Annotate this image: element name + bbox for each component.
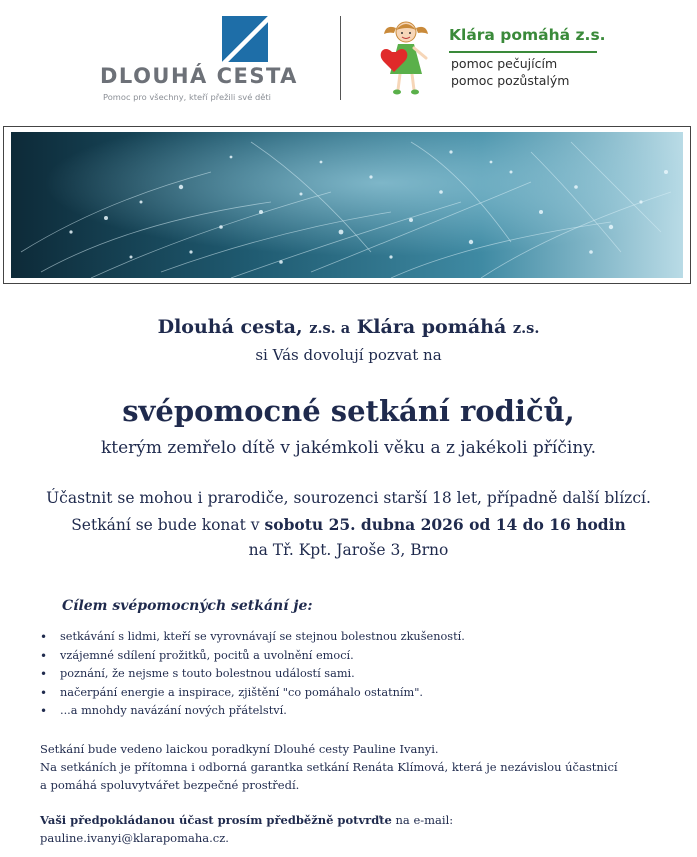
rsvp-line xyxy=(40,811,453,829)
list-item: • ...a mnohdy navázání nových přátelství. xyxy=(40,702,465,721)
goals-heading: Cílem svépomocných setkání je: xyxy=(62,598,313,614)
dlouha-cesta-tagline: Pomoc pro všechny, kteří přežili své děti xyxy=(103,92,271,102)
organizers-line xyxy=(0,316,697,338)
dlouha-cesta-logo xyxy=(100,14,305,104)
klara-pomaha-subtitle-1: pomoc pečujícím xyxy=(451,56,558,71)
list-item: • načerpání energie a inspirace, zjištění "co pomáhalo ostatním". xyxy=(40,684,465,703)
participants-text: Účastnit se mohou i prarodiče, sourozenci starší 18 let, případně další blízcí. xyxy=(46,489,651,507)
girl-with-heart-icon xyxy=(378,18,438,96)
event-subtitle: kterým zemřelo dítě v jakémkoli věku a z jakékoli příčiny. xyxy=(100,438,597,458)
header-divider xyxy=(340,16,341,100)
org2-name: Klára pomáhá xyxy=(356,316,507,338)
klara-pomaha-logo xyxy=(378,18,618,100)
event-title: svépomocné setkání rodičů, xyxy=(122,394,575,428)
banner xyxy=(3,126,691,284)
org1-suffix: z.s. a xyxy=(309,320,351,337)
guarantor-text-line-1: Na setkáních je přítomna i odborná garantka setkání Renáta Klímová, která je nezávislou účastnicí xyxy=(40,760,618,774)
facilitator-text: Setkání bude vedeno laickou poradkyní Dlouhé cesty Pauline Ivanyi. xyxy=(40,742,439,756)
rsvp-bold: Vaši předpokládanou účast prosím předběžně potvrďte xyxy=(40,813,392,827)
event-time-prefix: Setkání se bude konat v xyxy=(71,516,260,534)
event-address: na Tř. Kpt. Jaroše 3, Brno xyxy=(248,541,449,559)
klara-pomaha-subtitle-2: pomoc pozůstalým xyxy=(451,73,570,88)
list-item: • poznání, že nejsme s touto bolestnou událostí sami. xyxy=(40,665,465,684)
contact-email[interactable]: pauline.ivanyi@klarapomaha.cz. xyxy=(40,831,229,845)
klara-pomaha-name: Klára pomáhá z.s. xyxy=(449,26,606,44)
dandelion-dew-banner-image xyxy=(11,132,683,278)
guarantor-text-line-2: a pomáhá spoluvytvářet bezpečné prostředí. xyxy=(40,778,300,792)
event-time: sobotu 25. dubna 2026 od 14 do 16 hodin xyxy=(264,515,626,534)
event-time-line xyxy=(0,515,697,534)
org2-suffix: z.s. xyxy=(512,320,540,337)
list-item: • vzájemné sdílení prožitků, pocitů a uvolnění emocí. xyxy=(40,647,465,666)
klara-pomaha-underline xyxy=(449,51,597,53)
goals-list xyxy=(40,628,465,721)
dlouha-cesta-name: DLOUHÁ CESTA xyxy=(100,64,298,88)
dlouha-cesta-mark-icon xyxy=(222,16,268,62)
list-item: • setkávání s lidmi, kteří se vyrovnávají se stejnou bolestnou zkušeností. xyxy=(40,628,465,647)
invite-line: si Vás dovolují pozvat na xyxy=(255,346,442,364)
rsvp-rest: na e-mail: xyxy=(391,813,454,827)
org1-name: Dlouhá cesta, xyxy=(157,316,303,338)
